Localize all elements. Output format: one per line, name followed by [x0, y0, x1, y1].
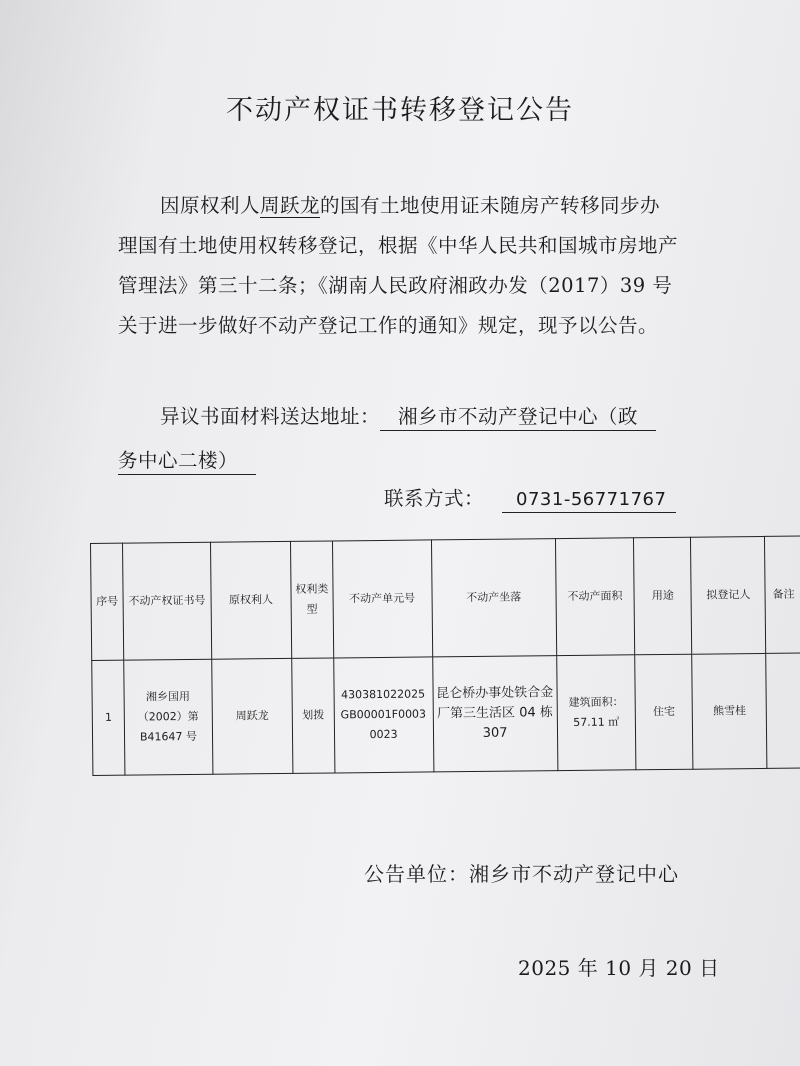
table-cell: 划拨 [292, 658, 335, 773]
objection-address-block [118, 395, 688, 483]
table-cell: 熊雪桂 [692, 653, 767, 769]
contact-phone: 0731-56771767 [502, 489, 676, 513]
table-row [92, 653, 800, 775]
para-pre: 因原权利人 [160, 194, 261, 217]
page-title: 不动产权证书转移登记公告 [226, 95, 574, 126]
contact-block [384, 483, 676, 511]
table-cell: 周跃龙 [211, 658, 293, 774]
table-cell: 建筑面积：57.11 ㎡ [556, 655, 635, 771]
issuing-unit: 公告单位：湘乡市不动产登记中心 [364, 862, 679, 886]
table-cell: 昆仑桥办事处铁合金厂第三生活区 04 栋 307 [432, 656, 557, 772]
objection-label: 异议书面材料送达地址： [160, 405, 381, 428]
table-cell: 湘乡国用（2002）第B41647 号 [124, 659, 213, 775]
header-cell: 序号 [91, 543, 124, 660]
objection-address-line2: 务中心二楼） [118, 449, 256, 475]
header-cell: 不动产坐落 [431, 539, 556, 657]
header-cell: 拟登记人 [691, 536, 766, 654]
announcement-paragraph [118, 186, 678, 346]
header-cell: 原权利人 [210, 541, 292, 659]
table-cell: 430381022025GB00001F00030023 [333, 657, 433, 773]
para-post: 的国有土地使用证未随房产转移同步办理国有土地使用权转移登记，根据《中华人民共和国城市房地产管理法》第三十二条；《湖南人民政府湘政办发（2017）39 号关于进一步做好不动产登记工作的通知》规定，现予以公告。 [118, 194, 679, 337]
header-cell: 备注 [765, 536, 800, 653]
header-cell: 不动产权证书号 [123, 542, 212, 660]
header-cell: 权利类型 [291, 541, 334, 658]
contact-label: 联系方式： [384, 487, 485, 510]
table-cell [766, 653, 800, 768]
table-header-row [91, 536, 800, 660]
property-table [90, 536, 800, 776]
header-cell: 不动产面积 [555, 538, 634, 656]
original-owner-name: 周跃龙 [260, 194, 321, 217]
table-cell: 住宅 [635, 654, 694, 770]
objection-address-line1: 湘乡市不动产登记中心（政 [380, 405, 656, 431]
issue-date: 2025 年 10 月 20 日 [518, 956, 720, 980]
header-cell: 不动产单元号 [332, 540, 432, 658]
header-cell: 用途 [633, 537, 692, 655]
table-cell: 1 [92, 660, 125, 775]
